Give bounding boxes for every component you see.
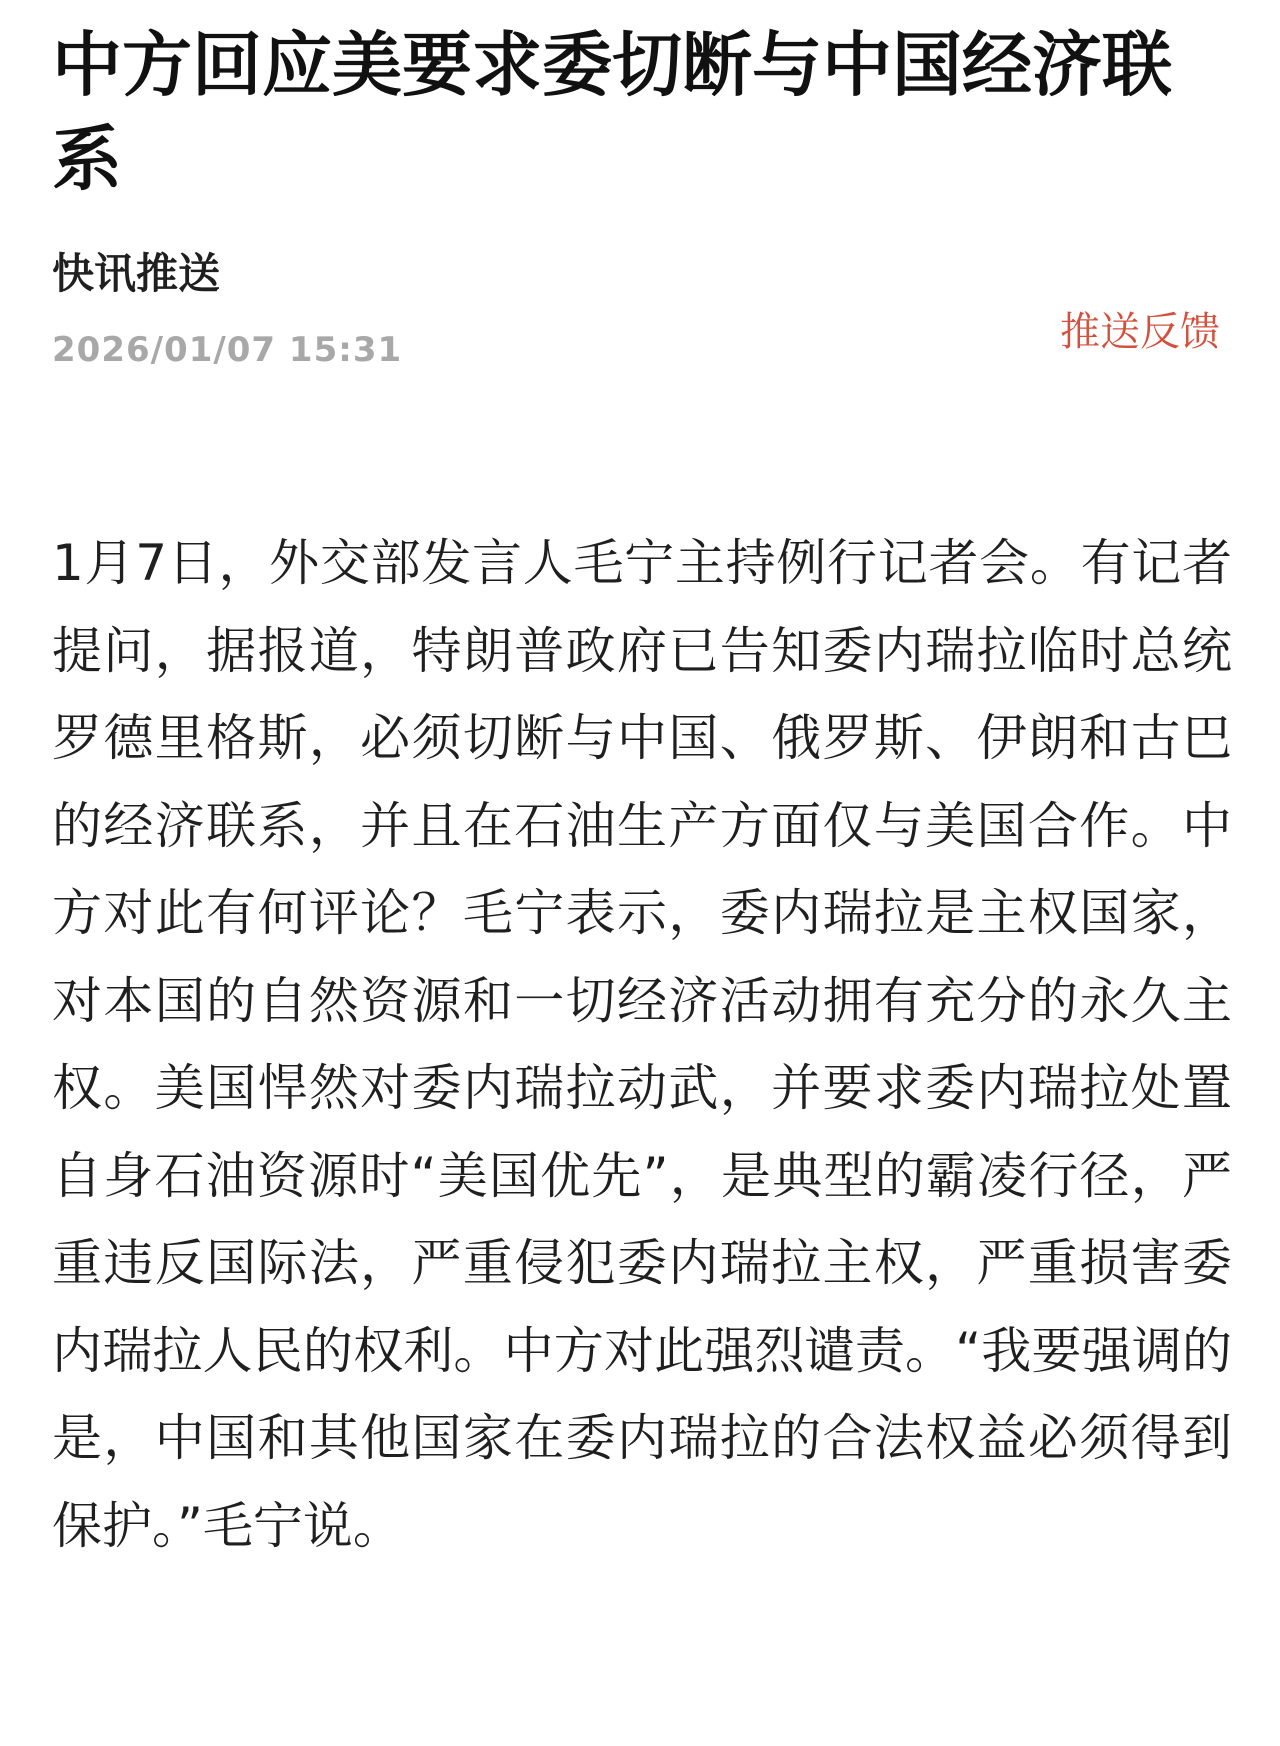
push-feedback-link[interactable]: 推送反馈 bbox=[1060, 309, 1220, 355]
article-meta bbox=[52, 309, 1220, 380]
article-source[interactable]: 快讯推送 bbox=[52, 249, 221, 298]
article-title: 中方回应美要求委切断与中国经济联系 bbox=[52, 24, 1172, 200]
article bbox=[52, 18, 1232, 1570]
article-body: 1月7日，外交部发言人毛宁主持例行记者会。有记者提问，据报道，特朗普政府已告知委内瑞拉临时总统罗德里格斯，必须切断与中国、俄罗斯、伊朗和古巴的经济联系，并且在石油生产方面仅与美国合作。中方对此有何评论？毛宁表示，委内瑞拉是主权国家，对本国的自然资源和一切经济活动拥有充分的永久主权。美国悍然对委内瑞拉动武，并要求委内瑞拉处置自身石油资源时“美国优先”，是典型的霸凌行径，严重违反国际法，严重侵犯委内瑞拉主权，严重损害委内瑞拉人民的权利。中方对此强烈谴责。“我要强调的是，中国和其他国家在委内瑞拉的合法权益必须得到保护。”毛宁说。 bbox=[52, 534, 1232, 1555]
publish-timestamp: 2026/01/07 15:31 bbox=[52, 330, 403, 370]
